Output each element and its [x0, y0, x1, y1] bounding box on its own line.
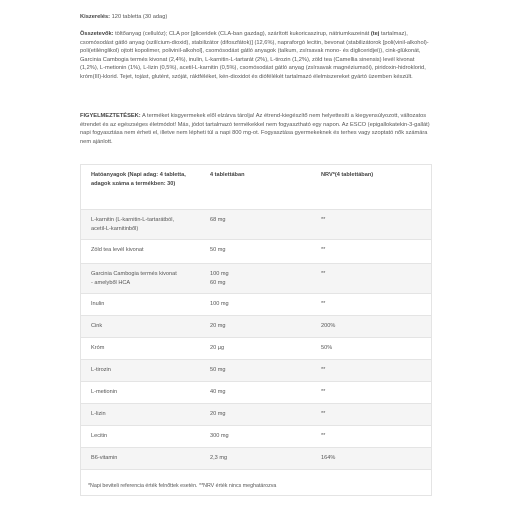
- ingredient-name-line: L-lizin: [91, 411, 106, 417]
- header-line: adagok száma a termékben: 30): [91, 180, 176, 187]
- table-footnote: *Napi beviteli referencia érték felnőttek esetén. **NRV érték nincs meghatározva: [88, 483, 277, 489]
- warnings-label: FIGYELMEZTETÉSEK:: [80, 113, 141, 119]
- ingredient-nrv: **: [321, 389, 326, 395]
- ingredient-nrv: 200%: [321, 323, 336, 329]
- ingredient-amount: [210, 432, 310, 441]
- ingredient-nrv: **: [321, 301, 326, 307]
- amount-line: 2,3 mg: [210, 455, 228, 461]
- ingredient-amount: [210, 216, 310, 225]
- nutrition-table: [80, 164, 432, 496]
- header-per-4-tablets: [210, 171, 310, 180]
- ingredient-name-line: L-metionin: [91, 389, 118, 395]
- allergen-highlight: (tej: [370, 31, 380, 37]
- ingredients-text-2: tartalmaz), csomósodást gátló anyag (szilícium-dioxid), stabilizátor (difoszfátok)] (12,6%), napraforgó lecitin, bevonat (stabilizátorok [poli(vinil-alkohol)-poli(etilénglikol) ojtott kopolimer, polivinil-alkohol], csomósodást gátló anyagok (talkum, zsírsavak mono- és digliceridjei)), cink-glükonát, Garcinia Cambogia termés kivonat (2,4%), inulin, L-karnitin-L-tartarát (2%), L-tirozin (1,2%), zöld tea (Camellia sinensis) levél kivonat (1,2%), L-metionin (1%), L-lizin (0,5%), acetil-L-karnitin (0,5%), csomósodást gátló anyag (zsírsavak magnéziumsói), piridoxin-hidroklorid, króm(III)-klorid. Tejet, tojást, glutént, szóját, ráktféléket, kén-dioxidot és diófélékét tartalmazó élelmiszereket gyártó üzemben készült.: [80, 31, 429, 80]
- packaging-paragraph: [80, 13, 432, 22]
- header-line: 4 tablettában: [210, 172, 245, 178]
- packaging-text: 120 tabletta (30 adag): [110, 14, 168, 20]
- ingredient-amount: [210, 344, 310, 353]
- ingredient-name-line: Cink: [91, 323, 103, 329]
- amount-line: 50 mg: [210, 367, 226, 373]
- ingredient-name-line: - amelyből HCA: [91, 279, 131, 286]
- ingredient-name-line: Króm: [91, 345, 105, 351]
- amount-line: 20 mg: [210, 323, 226, 329]
- ingredient-name-line: Garcinia Cambogia termés kivonat: [91, 271, 177, 277]
- header-nrv: [321, 171, 421, 180]
- table-row: [81, 263, 431, 293]
- ingredient-nrv: **: [321, 271, 326, 277]
- warnings-text: A terméket kisgyermekek elől elzárva tárolja! Az étrend-kiegészítő nem helyettesíti a kiegyensúlyozott, változatos étrendet és az egészséges életmódot! Más, jódot tartalmazó termékekkel nem fogyasztható egy napon. Az ESCO (epigallokatekin-3-gallát) napi fogyasztása nem érheti el, illetve nem lépheti túl a napi 800 mg-ot. Fogyasztása gyermekeknek és terhes vagy szoptató nők számára nem ajánlott.: [80, 113, 430, 145]
- ingredient-amount: [210, 300, 310, 309]
- amount-line: 40 mg: [210, 389, 226, 395]
- ingredient-name-line: L-tirozin: [91, 367, 111, 373]
- ingredient-amount: [210, 388, 310, 397]
- warnings-paragraph: [80, 112, 432, 146]
- table-row: [81, 239, 431, 263]
- ingredient-nrv: **: [321, 217, 326, 223]
- amount-line: 60 mg: [210, 279, 226, 286]
- ingredients-label: Összetevők:: [80, 31, 114, 37]
- table-row: [81, 315, 431, 337]
- amount-line: 100 mg: [210, 271, 229, 277]
- table-footnote-row: [81, 469, 431, 495]
- ingredient-amount: [210, 270, 310, 287]
- ingredient-name-line: Lecitin: [91, 433, 108, 439]
- ingredient-nrv: **: [321, 367, 326, 373]
- header-line: Hatóanyagok (Napi adag: 4 tabletta,: [91, 172, 186, 178]
- table-row: [81, 403, 431, 425]
- table-row: [81, 209, 431, 239]
- ingredient-amount: [210, 322, 310, 331]
- amount-line: 50 mg: [210, 247, 226, 253]
- ingredient-name-line: B6-vitamin: [91, 455, 118, 461]
- ingredient-name-line: Zöld tea levél kivonat: [91, 247, 144, 253]
- table-row: [81, 359, 431, 381]
- amount-line: 68 mg: [210, 217, 226, 223]
- ingredients-paragraph: [80, 30, 432, 82]
- ingredient-nrv: **: [321, 247, 326, 253]
- amount-line: 300 mg: [210, 433, 229, 439]
- ingredients-text-1: töltőanyag (cellulóz); CLA por [gliceridek (CLA-ban gazdag), szárított kukoricaszirup, nátriumkazeinát: [113, 31, 371, 37]
- ingredient-amount: [210, 410, 310, 419]
- ingredient-name-line: L-karnitin (L-karnitin-L-tartarátból,: [91, 217, 175, 223]
- header-line: NRV*(4 tablettában): [321, 172, 374, 178]
- ingredient-nrv: **: [321, 433, 326, 439]
- amount-line: 100 mg: [210, 301, 229, 307]
- ingredient-name-line: Inulin: [91, 301, 105, 307]
- ingredient-amount: [210, 246, 310, 255]
- ingredient-amount: [210, 366, 310, 375]
- ingredient-nrv: **: [321, 411, 326, 417]
- amount-line: 20 mg: [210, 411, 226, 417]
- table-row: [81, 293, 431, 315]
- table-row: [81, 381, 431, 403]
- ingredient-amount: [210, 454, 310, 463]
- amount-line: 20 µg: [210, 345, 225, 351]
- ingredient-name-line: acetil-L-karnitinből): [91, 225, 139, 232]
- packaging-label: Kiszerelés:: [80, 14, 111, 20]
- table-row: [81, 425, 431, 447]
- table-header-row: [81, 165, 431, 209]
- ingredient-nrv: 50%: [321, 345, 333, 351]
- table-row: [81, 447, 431, 469]
- table-row: [81, 337, 431, 359]
- ingredient-nrv: 164%: [321, 455, 336, 461]
